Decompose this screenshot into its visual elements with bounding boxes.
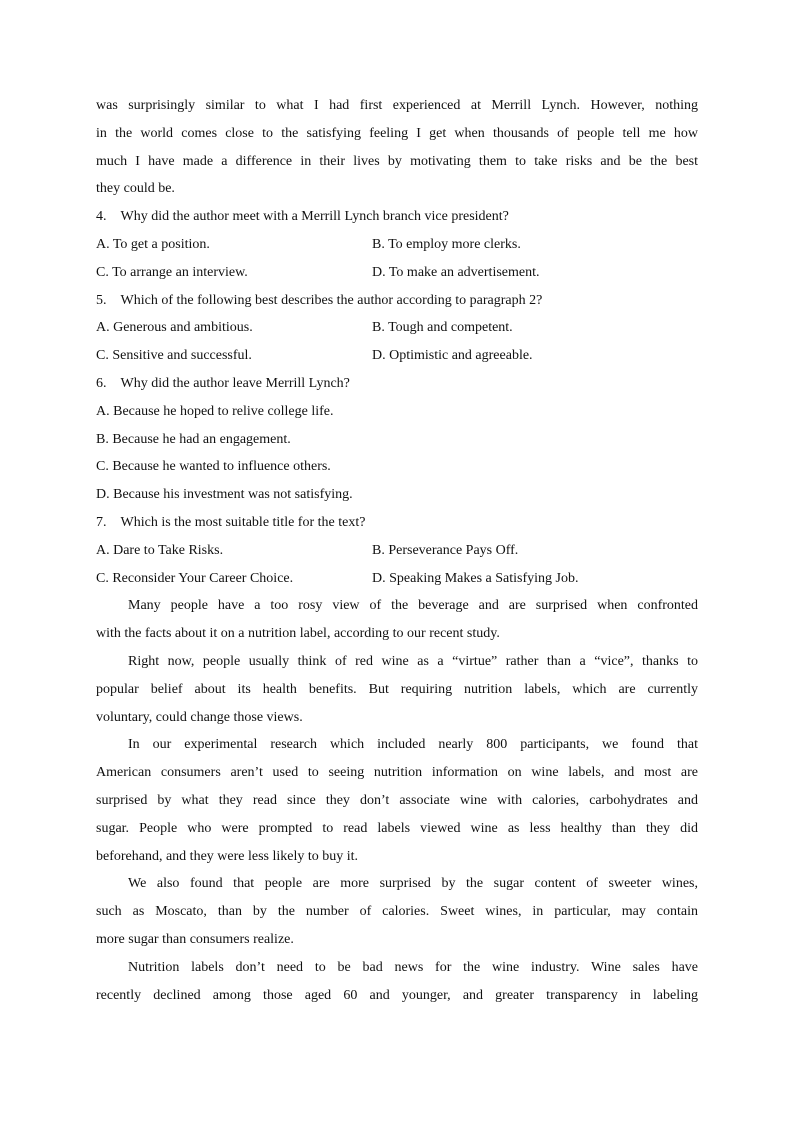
passage-paragraph [96, 954, 698, 1010]
passage-paragraph [96, 731, 698, 870]
options-row [96, 565, 698, 593]
text-line: Many people have a too rosy view of the beverage and are surprised when confronted [128, 598, 698, 614]
option-a: A. Dare to Take Risks. [96, 542, 224, 558]
option-b: B. Perseverance Pays Off. [372, 542, 519, 558]
options-row [96, 231, 698, 259]
text-line: Nutrition labels don’t need to be bad news for the wine industry. Wine sales have [128, 959, 698, 975]
option-a: A. Because he hoped to relive college life. [96, 403, 334, 419]
question-stem: 7. Which is the most suitable title for the text? [96, 514, 366, 530]
passage-paragraph [96, 870, 698, 953]
text-line: voluntary, could change those views. [96, 709, 303, 725]
text-line: In our experimental research which included nearly 800 participants, we found that [128, 737, 698, 753]
option-c: C. To arrange an interview. [96, 264, 248, 280]
text-line: in the world comes close to the satisfying feeling I get when thousands of people tell me how [96, 125, 698, 141]
text-line: beforehand, and they were less likely to buy it. [96, 848, 359, 864]
intro-paragraph [96, 92, 698, 203]
text-line: Right now, people usually think of red wine as a “virtue” rather than a “vice”, thanks to [128, 653, 698, 669]
option-b: B. Because he had an engagement. [96, 431, 291, 447]
text-line: such as Moscato, than by the number of calories. Sweet wines, in particular, may contain [96, 904, 698, 920]
option-c: C. Because he wanted to influence others. [96, 459, 331, 475]
question-5 [96, 287, 698, 370]
option-a: A. To get a position. [96, 236, 210, 252]
option-b: B. Tough and competent. [372, 320, 513, 336]
passage-paragraph [96, 592, 698, 648]
text-line: popular belief about its health benefits. But requiring nutrition labels, which are currently [96, 681, 698, 697]
document-page [96, 92, 698, 1009]
option-d: D. To make an advertisement. [372, 264, 540, 280]
text-line: recently declined among those aged 60 and younger, and greater transparency in labeling [96, 987, 698, 1003]
text-line: with the facts about it on a nutrition label, according to our recent study. [96, 626, 500, 642]
option-c: C. Sensitive and successful. [96, 348, 252, 364]
text-line: American consumers aren’t used to seeing nutrition information on wine labels, and most are [96, 765, 698, 781]
text-line: much I have made a difference in their lives by motivating them to take risks and be the best [96, 153, 698, 169]
option-d: D. Because his investment was not satisfying. [96, 487, 353, 503]
passage-paragraph [96, 648, 698, 731]
question-4 [96, 203, 698, 286]
text-line: sugar. People who were prompted to read labels viewed wine as less healthy than they did [96, 820, 698, 836]
option-d: D. Optimistic and agreeable. [372, 348, 533, 364]
question-stem: 5. Which of the following best describes the author according to paragraph 2? [96, 292, 543, 308]
option-b: B. To employ more clerks. [372, 236, 521, 252]
question-stem: 6. Why did the author leave Merrill Lynch? [96, 375, 350, 391]
question-6 [96, 370, 698, 509]
text-line: was surprisingly similar to what I had first experienced at Merrill Lynch. However, nothing [96, 98, 698, 113]
options-row [96, 342, 698, 370]
text-line: they could be. [96, 181, 175, 197]
text-line: more sugar than consumers realize. [96, 931, 294, 947]
options-row [96, 259, 698, 287]
options-row [96, 314, 698, 342]
text-line: We also found that people are more surprised by the sugar content of sweeter wines, [128, 876, 698, 892]
passage [96, 592, 698, 1009]
option-d: D. Speaking Makes a Satisfying Job. [372, 570, 579, 586]
text-line: surprised by what they read since they don’t associate wine with calories, carbohydrates and [96, 792, 698, 808]
option-a: A. Generous and ambitious. [96, 320, 253, 336]
question-7 [96, 509, 698, 592]
option-c: C. Reconsider Your Career Choice. [96, 570, 294, 586]
question-stem: 4. Why did the author meet with a Merrill Lynch branch vice president? [96, 209, 509, 225]
options-row [96, 537, 698, 565]
